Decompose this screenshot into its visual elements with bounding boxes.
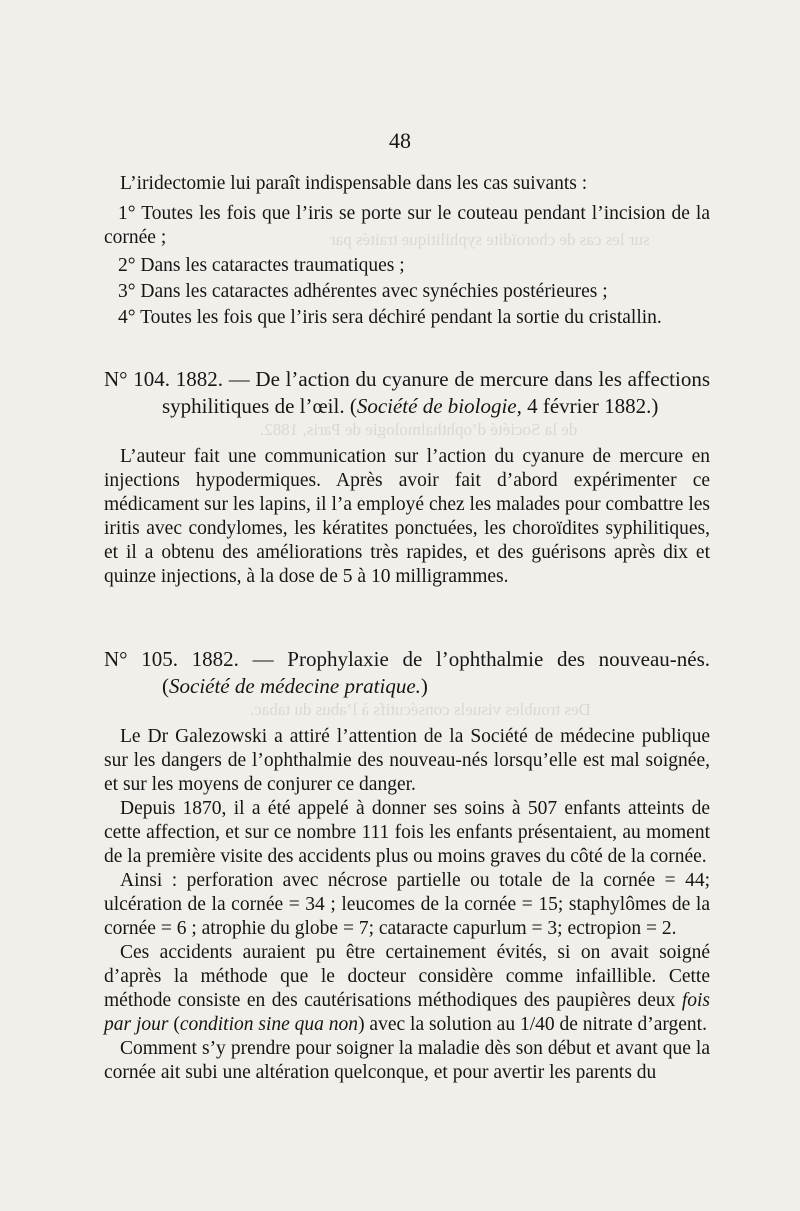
entry-paragraph: L’auteur fait une communication sur l’action du cyanure de mercure en injections hypodermiques. Après avoir fait d’abord expérimenter ce médicament sur les lapins, il l’a employé chez les malades pour combattre les iritis avec condylomes, les kératites ponctuées, les choroïdites syphilitiques, et il a obtenu des améliorations très rapides, et des guérisons après dix et quinze injections, à la dose de 5 à 10 milligrammes.: [104, 446, 710, 587]
paragraph-text: (: [168, 1014, 180, 1035]
entry-paragraph: Ainsi : perforation avec nécrose partielle ou totale de la cornée = 44; ulcération de la cornée = 34 ; leucomes de la cornée = 15; staphylômes de la cornée = 6 ; atrophie du globe = 7; cataracte capurlum = 3; ectropion = 2.: [104, 870, 710, 939]
entry-paragraph: [104, 941, 710, 1037]
entry-source: Société de biologie,: [356, 394, 522, 418]
bleed-through-text: sur les cas de choroïdite syphilitique traités par: [330, 230, 650, 249]
entry-paragraph: Depuis 1870, il a été appelé à donner ses soins à 507 enfants atteints de cette affection, et sur ce nombre 111 fois les enfants présentaient, au moment de la première visite des accidents plus ou moins graves du côté de la cornée.: [104, 798, 710, 867]
source-paren: (: [344, 394, 357, 418]
intro-text: L’iridectomie lui paraît indispensable dans les cas suivants :: [120, 173, 588, 194]
paragraph-text: ) avec la solution au 1/40 de nitrate d’argent.: [358, 1014, 707, 1035]
entry-105: [104, 646, 710, 1085]
entry-source: Société de médecine pratique.: [169, 674, 421, 698]
italic-phrase: condition sine qua non: [179, 1014, 359, 1035]
italic-phrase: fois par jour: [104, 990, 710, 1035]
entry-104: [104, 366, 710, 589]
entry-number: N° 104. 1882.: [104, 367, 223, 391]
list-item: 3° Dans les cataractes adhérentes avec synéchies postérieures ;: [118, 281, 608, 302]
entry-date: 4 février 1882.): [521, 394, 659, 418]
bleed-through-text: Des troubles visuels consécutifs à l’abus du tabac.: [250, 700, 591, 719]
page-number: 48: [389, 128, 411, 153]
entry-number: N° 105. 1882.: [104, 647, 239, 671]
paragraph-text: Ces accidents auraient pu être certainement évités, si on avait soigné d’après la méthode que le docteur considère comme infaillible. Cette méthode consiste en des cautérisations méthodiques des paupières deux: [104, 942, 710, 1011]
list-item: 2° Dans les cataractes traumatiques ;: [118, 255, 405, 276]
entry-paragraph: Comment s’y prendre pour soigner la maladie dès son début et avant que la cornée ait subi une altération quelconque, et pour avertir les parents du: [104, 1038, 710, 1083]
source-paren: (: [162, 674, 169, 698]
entry-paragraph: Le Dr Galezowski a attiré l’attention de la Société de médecine publique sur les dangers de l’ophthalmie des nouveau-nés lorsqu’elle est mal soignée, et sur les moyens de conjurer ce danger.: [104, 726, 710, 795]
source-paren: ): [420, 674, 428, 698]
entry-title: De l’action du cyanure de mercure dans les affections syphilitiques de l’œil.: [162, 367, 710, 418]
entry-dash: —: [238, 647, 288, 671]
entry-title: Prophylaxie de l’ophthalmie des nouveau-nés.: [287, 647, 710, 671]
list-item: 4° Toutes les fois que l’iris sera déchiré pendant la sortie du cristallin.: [118, 307, 662, 328]
list-item: 1° Toutes les fois que l’iris se porte sur le couteau pendant l’incision de la cornée ;: [104, 203, 710, 248]
iridectomy-section: [104, 172, 710, 330]
bleed-through-text: de la Société d’ophthalmologie de Paris, 1882.: [260, 420, 578, 439]
entry-heading: [104, 366, 710, 420]
entry-heading: [104, 646, 710, 700]
entry-dash: —: [222, 367, 256, 391]
